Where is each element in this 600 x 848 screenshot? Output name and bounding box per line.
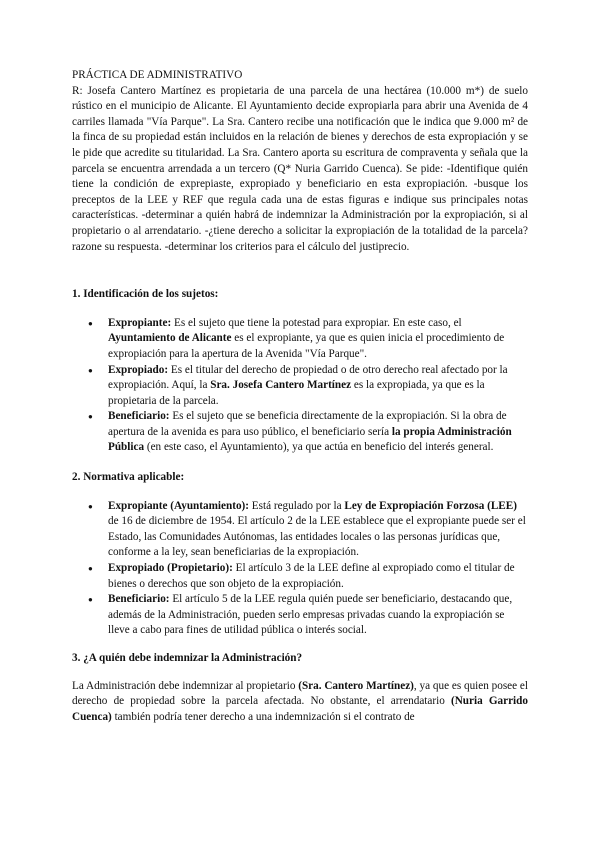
list-item-beneficiario: ● Beneficiario: Es el sujeto que se beneficia directamente de la expropiación. Si la obra de apertura de la avenida es para uso público, el beneficiario sería la propia Administración Pública (en este caso, el Ayuntamiento), ya que actúa en beneficio del interés general.	[72, 409, 528, 456]
list-item-expropiado-norma: ● Expropiado (Propietario): El artículo 3 de la LEE define al expropiado como el titular de bienes o derechos que son objeto de la expropiación.	[72, 561, 528, 592]
document-body	[72, 68, 528, 725]
list-item-beneficiario-norma: ● Beneficiario: El artículo 5 de la LEE regula quién puede ser beneficiario, destacando que, además de la Administración, pueden serlo empresas privadas cuando la expropiación se lleve a cabo para fines de utilidad pública o interés social.	[72, 592, 528, 639]
section-3-paragraph: La Administración debe indemnizar al propietario (Sra. Cantero Martínez), ya que es quien posee el derecho de propiedad sobre la parcela afectada. No obstante, el arrendatario (Nuria Garrido Cuenca) también podría tener derecho a una indemnización si el contrato de	[72, 679, 528, 723]
section-3-heading: 3. ¿A quién debe indemnizar la Administración?	[72, 652, 303, 664]
section-2-heading: 2. Normativa aplicable:	[72, 471, 185, 484]
section-2-list	[72, 499, 528, 639]
list-item-expropiante-norma: ● Expropiante (Ayuntamiento): Está regulado por la Ley de Expropiación Forzosa (LEE) de 16 de diciembre de 1954. El artículo 2 de la LEE establece que el expropiante puede ser el Estado, las Comunidades Autónomas, las entidades locales o las personas jurídicas que, conforme a la ley, sean beneficiarias de la expropiación.	[72, 499, 528, 561]
document-title: PRÁCTICA DE ADMINISTRATIVO	[72, 69, 243, 81]
section-1-heading: 1. Identificación de los sujetos:	[72, 288, 219, 301]
list-item-expropiante: ● Expropiante: Es el sujeto que tiene la potestad para expropiar. En este caso, el Ayuntamiento de Alicante es el expropiante, ya que es quien inicia el procedimiento de expropiación para la apertura de la Avenida "Vía Parque".	[72, 316, 528, 363]
section-1-list	[72, 316, 528, 456]
list-item-expropiado: ● Expropiado: Es el titular del derecho de propiedad o de otro derecho real afectado por la expropiación. Aquí, la Sra. Josefa Cantero Martínez es la expropiada, ya que es la propietaria de la parcela.	[72, 363, 528, 410]
problem-statement: R: Josefa Cantero Martínez es propietaria de una parcela de una hectárea (10.000 m*) de suelo rústico en el municipio de Alicante. El Ayuntamiento decide expropiarla para abrir una Avenida de 4 carriles llamada "Vía Parque". La Sra. Cantero recibe una notificación que le indica que 9.000 m² de la finca de su propiedad están incluidos en la relación de bienes y derechos de esta expropiación y se le pide que acredite su titularidad. La Sra. Cantero aporta su escritura de compraventa y señala que la parcela se encuentra arrendada a un tercero (Q* Nuria Garrido Cuenca). Se pide: -Identifique quién tiene la condición de exprepiaste, expropiado y beneficiario en esta expropiación. -busque los preceptos de la LEE y REF que regula cada una de estas figuras e indique sus principales notas características. -determinar a quién habrá de indemnizar la Administración por la expropiación, si al propietario o al arrendatario. -¿tiene derecho a solicitar la expropiación de la totalidad de la parcela? razone su respuesta. -determinar los criterios para el cálculo del justiprecio.	[72, 84, 528, 253]
